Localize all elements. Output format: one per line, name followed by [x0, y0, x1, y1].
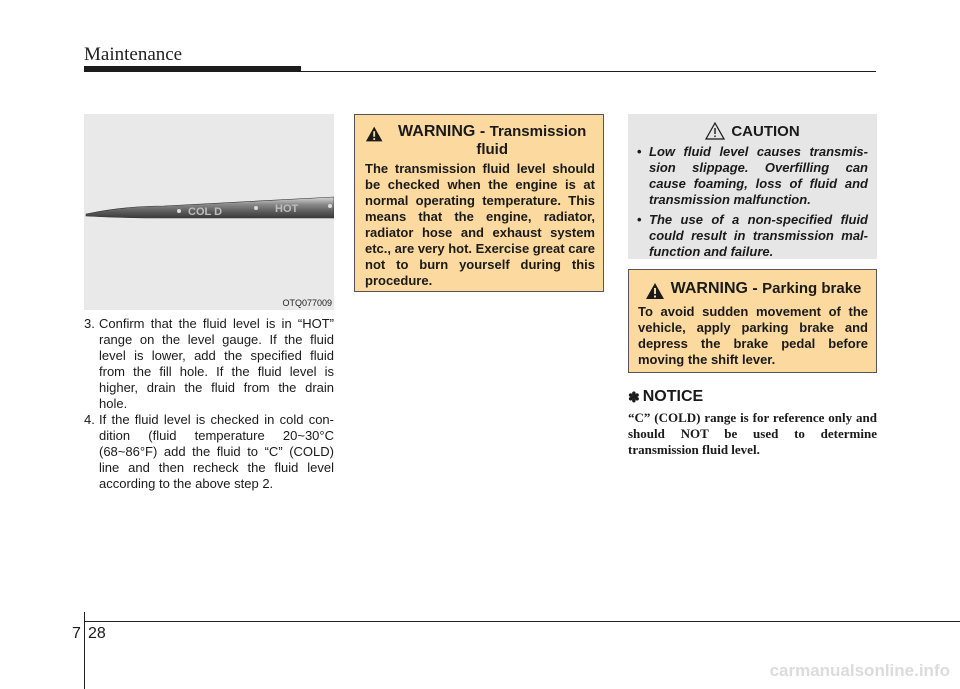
warning-subject: Transmission fluid — [476, 123, 587, 158]
header-title: Maintenance — [84, 44, 183, 65]
notice-heading — [628, 388, 877, 406]
bullet-icon: • — [637, 212, 642, 227]
step-number: 3. — [84, 316, 95, 331]
warning-triangle-icon — [645, 282, 665, 300]
warning-heading — [365, 123, 595, 159]
dipstick-illustration — [84, 114, 334, 310]
dipstick-cold-label: COL D — [188, 206, 223, 218]
warning-parking-box — [628, 269, 877, 373]
caution-item-text: The use of a non-specified fluid could result in transmission mal-function and failure. — [649, 212, 868, 259]
step-text: Confirm that the fluid level is in “HOT” range on the level gauge. If the fluid level is lower, add the specified fluid from the fill hole. If the fluid level is higher, drain the fluid from the drain hole. — [99, 316, 334, 411]
caution-label: CAUTION — [731, 122, 800, 140]
step-number: 4. — [84, 412, 95, 427]
caution-list — [637, 144, 868, 260]
notice-label: NOTICE — [642, 388, 704, 405]
header-rule-thick — [84, 66, 301, 72]
footer-rule-vertical — [84, 612, 85, 689]
step-text: If the fluid level is checked in cold con-dition (fluid temperature 20~30°C (68~86°F) add the fluid to “C” (COLD) line and then recheck the fluid level according to the above step 2. — [99, 412, 334, 491]
warning-heading — [638, 280, 868, 300]
warning-label: WARNING - — [398, 123, 486, 140]
footer-section-number: 7 — [72, 625, 81, 642]
header-rule-thin — [301, 71, 876, 72]
caution-item-text: Low fluid level causes transmis-sion slippage. Overfilling can cause foaming, loss of fluid and transmission malfunction. — [649, 144, 868, 207]
caution-heading — [637, 122, 868, 140]
warning-subject: Parking brake — [762, 280, 862, 297]
bullet-icon: • — [637, 144, 642, 159]
warning-label: WARNING - — [670, 280, 758, 297]
dipstick-figure — [84, 114, 334, 310]
steps-list — [84, 316, 334, 492]
step-item — [84, 412, 334, 492]
notice-section — [628, 388, 877, 458]
footer-page-number: 28 — [88, 625, 106, 642]
caution-item — [637, 144, 868, 208]
warning-transmission-box — [354, 114, 604, 292]
footer-rule-horizontal — [84, 621, 960, 622]
figure-code: OTQ077009 — [282, 298, 332, 308]
warning-body: To avoid sudden movement of the vehicle, apply parking brake and depress the brake pedal before moving the shift lever. — [638, 304, 868, 367]
caution-box — [628, 114, 877, 259]
watermark: carmanualsonline.info — [769, 661, 950, 680]
dipstick-hot-label: HOT — [275, 203, 299, 215]
notice-body: “C” (COLD) range is for reference only and should NOT be used to determine transmission fluid level. — [628, 410, 877, 457]
warning-body: The transmission fluid level should be checked when the engine is at normal operating temperature. This means that the engine, radiator, radiator hose and exhaust system etc., are very hot. Exercise great care not to burn yourself during this procedure. — [365, 161, 595, 288]
caution-item — [637, 212, 868, 260]
step-item — [84, 316, 334, 412]
caution-triangle-icon — [705, 122, 725, 140]
warning-triangle-icon — [365, 125, 383, 143]
notice-star-icon: ✽ — [628, 388, 640, 405]
